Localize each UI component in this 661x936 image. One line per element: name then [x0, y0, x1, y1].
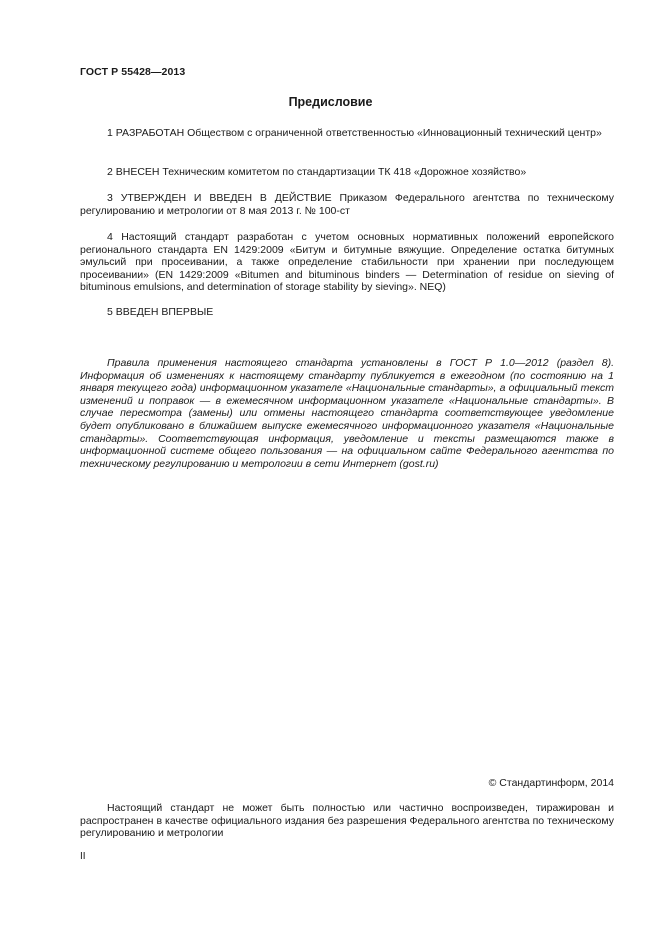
preface-item-2: 2 ВНЕСЕН Техническим комитетом по стандартизации ТК 418 «Дорожное хозяйство»	[107, 166, 527, 178]
preface-item-5: 5 ВВЕДЕН ВПЕРВЫЕ	[107, 306, 214, 318]
reproduction-notice: Настоящий стандарт не может быть полностью или частично воспроизведен, тиражирован и распространен в качестве официального издания без разрешения Федерального агентства по техническому регулированию и метрологии	[80, 802, 614, 840]
copyright-line: © Стандартинформ, 2014	[488, 777, 614, 789]
preface-item-1: 1 РАЗРАБОТАН Обществом с ограниченной ответственностью «Инновационный технический центр»	[107, 127, 602, 139]
page-number: II	[80, 851, 86, 862]
preface-heading: Предисловие	[288, 95, 373, 109]
document-code: ГОСТ Р 55428—2013	[80, 66, 186, 78]
application-rules-notice: Правила применения настоящего стандарта установлены в ГОСТ Р 1.0—2012 (раздел 8). Информация об изменениях к настоящему стандарту публикуется в ежегодном (по состоянию на 1 января текущего года) информационном указателе «Национальные стандарты», а официальный текст изменений и поправок — в ежемесячном информационном указателе «Национальные стандарты». В случае пересмотра (замены) или отмены настоящего стандарта соответствующее уведомление будет опубликовано в ближайшем выпуске ежемесячного информационного указателя «Национальные стандарты». Соответствующая информация, уведомление и тексты размещаются также в информационной системе общего пользования — на официальном сайте Федерального агентства по техническому регулированию и метрологии в сети Интернет (gost.ru)	[80, 357, 614, 470]
preface-item-3: 3 УТВЕРЖДЕН И ВВЕДЕН В ДЕЙСТВИЕ Приказом Федерального агентства по техническому регулированию и метрологии от 8 мая 2013 г. № 100-ст	[80, 192, 614, 217]
preface-item-4: 4 Настоящий стандарт разработан с учетом основных нормативных положений европейского регионального стандарта EN 1429:2009 «Битум и битумные вяжущие. Определение остатка битумных эмульсий при просеивании, а также определение стабильности при хранении при последующем просеивании» (EN 1429:2009 «Bitumen and bituminous binders — Determination of residue on sieving of bituminous emulsions, and determination of storage stability by sieving». NEQ)	[80, 231, 614, 294]
